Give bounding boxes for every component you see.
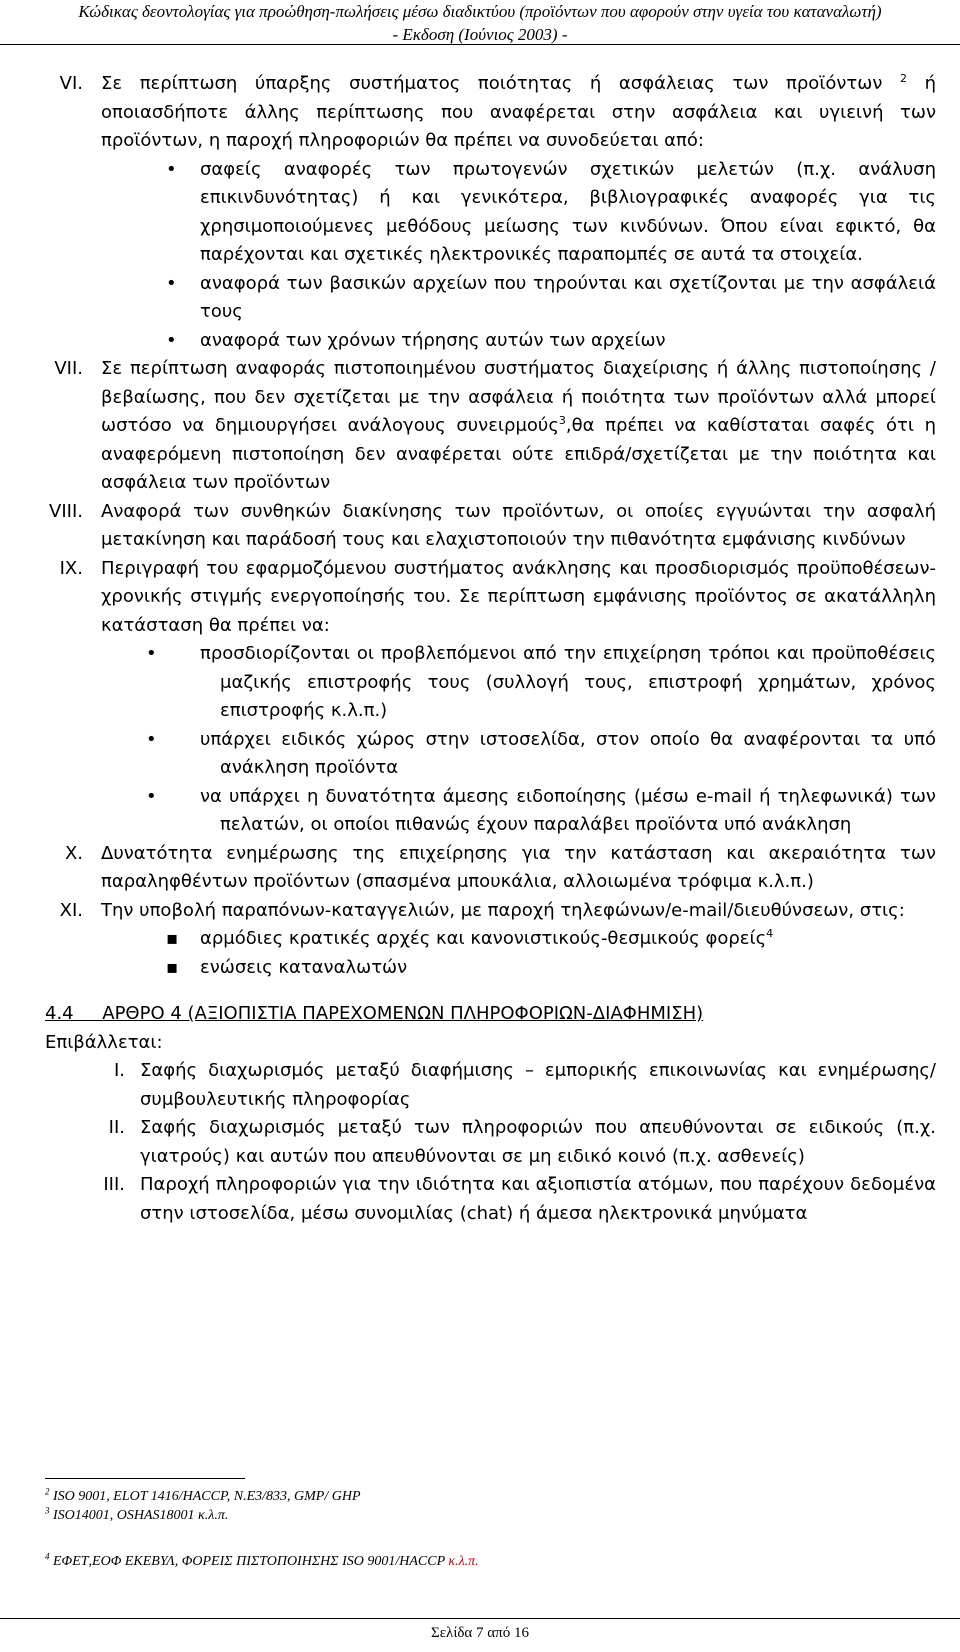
- header-edition: - Εκδοση (Ιούνιος 2003) -: [392, 25, 568, 44]
- bullet-text: ενώσεις καταναλωτών: [200, 956, 408, 978]
- bullet-text: αναφορά των βασικών αρχείων που τηρούνται και σχετίζονται με την ασφάλειά τους: [200, 272, 936, 322]
- list-item: [0, 156, 960, 270]
- item-number: X.: [64, 842, 83, 864]
- page-number: Σελίδα 7 από 16: [431, 1625, 529, 1641]
- bullet-text: να υπάρχει η δυνατότητα άμεσης ειδοποίησης (μέσω e-mail ή τηλεφωνικά) των πελατών, οι οποίοι πιθανώς έχουν παραλάβει προϊόντα υπό ανάκληση: [200, 785, 936, 835]
- bullet-text: προσδιορίζονται οι προβλεπόμενοι από την επιχείρηση τρόποι και προϋποθέσεις μαζικής επιστροφής τους (συλλογή τους, επιστροφή χρημάτων, χρόνος επιστροφής κ.λ.π.): [200, 643, 936, 721]
- section-lead: Επιβάλλεται:: [45, 1031, 163, 1053]
- section-title: ΑΡΘΡΟ 4 (ΑΞΙΟΠΙΣΤΙΑ ΠΑΡΕΧΟΜΕΝΩΝ ΠΛΗΡΟΦΟΡΙΩΝ-ΔΙΑΦΗΜΙΣΗ): [102, 1003, 704, 1024]
- bullet-icon: •: [166, 272, 177, 294]
- item-number: XI.: [59, 899, 83, 921]
- item-number: IX.: [59, 557, 83, 579]
- section-heading: [0, 1000, 960, 1029]
- item-text: Σαφής διαχωρισμός μεταξύ των πληροφοριών που απευθύνονται σε ειδικούς (π.χ. γιατρούς) και αυτών που απευθύνονται σε μη ειδικό κοινό (π.χ. ασθενείς): [140, 1117, 936, 1167]
- footnote-ref: 2: [899, 72, 907, 85]
- item-text: Δυνατότητα ενημέρωσης της επιχείρησης για την κατάσταση και ακεραιότητα των παραληφθέντων προϊόντων (σπασμένα μπουκάλια, αλλοιωμένα τρόφιμα κ.λ.π.): [101, 842, 936, 892]
- page-header: [0, 0, 960, 46]
- item-text: Αναφορά των συνθηκών διακίνησης των προϊόντων, οι οποίες εγγυώνται την ασφαλή μετακίνηση και παράδοσή τους και ελαχιστοποιούν την πιθανότητα εμφάνισης κινδύνων: [101, 500, 936, 550]
- footnote-divider: [45, 1478, 245, 1479]
- bullet-text: αρμόδιες κρατικές αρχές και κανονιστικούς-θεσμικούς φορείς: [200, 928, 767, 949]
- item-text: Παροχή πληροφοριών για την ιδιότητα και αξιοπιστία ατόμων, που παρέχουν δεδομένα στην ιστοσελίδα, μέσω συνομιλίας (chat) ή άμεσα ηλεκτρονικά μηνύματα: [140, 1174, 936, 1224]
- item-number: VI.: [59, 73, 83, 94]
- list-item: • υπάρχει ειδικός χώρος στην ιστοσελίδα, στον οποίο θα αναφέρονται τα υπό ανάκληση προϊόντα: [146, 728, 936, 778]
- footnote-text: ISO 9001, ELOT 1416/HACCP, N.E3/833, GMP/ GHP: [53, 1489, 361, 1504]
- item-text: ,θα πρέπει να καθίσταται σαφές ότι η αναφερόμενη πιστοποίηση δεν αναφέρεται ούτε επιδρά/σχετίζεται με την ποιότητα και ασφάλεια των προϊόντων: [101, 415, 936, 493]
- bullet-text: αναφορά των χρόνων τήρησης αυτών των αρχείων: [200, 329, 666, 351]
- item-x: [0, 840, 960, 897]
- footnote-mark: 3: [45, 1505, 50, 1516]
- item-text: Περιγραφή του εφαρμοζόμενου συστήματος ανάκλησης και προσδιορισμός προϋποθέσεων-χρονικής στιγμής ενεργοποίησής του. Σε περίπτωση εμφάνισης προϊόντος σε ακατάλληλη κατάσταση θα πρέπει να:: [101, 557, 936, 636]
- header-divider: [0, 44, 960, 45]
- footnote-3: [45, 1507, 228, 1525]
- footnote-text: ISO14001, OSHAS18001 κ.λ.π.: [53, 1508, 229, 1523]
- item-text: Σε περίπτωση ύπαρξης συστήματος ποιότητας ή ασφάλειας των προϊόντων: [101, 73, 883, 94]
- square-bullet-icon: ▪: [166, 928, 179, 949]
- item-text: Σαφής διαχωρισμός μεταξύ διαφήμισης – εμπορικής επικοινωνίας και ενημέρωσης/συμβουλευτικής πληροφορίας: [140, 1060, 936, 1110]
- footer-divider: [0, 1618, 960, 1619]
- section-item: [0, 1057, 960, 1114]
- item-number: III.: [103, 1174, 125, 1195]
- item-number: I.: [113, 1060, 125, 1081]
- list-item: • προσδιορίζονται οι προβλεπόμενοι από την επιχείρηση τρόποι και προϋποθέσεις μαζικής επιστροφής τους (συλλογή τους, επιστροφή χρημάτων, χρόνος επιστροφής κ.λ.π.): [146, 643, 936, 721]
- bullet-text: υπάρχει ειδικός χώρος στην ιστοσελίδα, στον οποίο θα αναφέρονται τα υπό ανάκληση προϊόντα: [200, 728, 936, 778]
- section-item: [0, 1171, 960, 1228]
- header-title: Κώδικας δεοντολογίας για προώθηση-πωλήσεις μέσω διαδικτύου (προϊόντων που αφορούν στην υγεία του καταναλωτή): [78, 2, 882, 21]
- bullet-icon: •: [166, 329, 177, 351]
- footnote-mark: 2: [45, 1486, 50, 1497]
- footnote-2: [45, 1488, 361, 1506]
- section-item: [0, 1114, 960, 1171]
- item-text: Την υποβολή παραπόνων-καταγγελιών, με παροχή τηλεφώνων/e-mail/διευθύνσεων, στις:: [101, 899, 905, 921]
- item-text: Σε περίπτωση αναφοράς πιστοποιημένου συστήματος διαχείρισης ή άλλης πιστοποίησης /βεβαίωσης, που δεν σχετίζεται με την ασφάλεια ή ποιότητα των προϊόντων αλλά μπορεί ωστόσο να δημιουργήσει ανάλογους συνειρμούς: [101, 358, 936, 436]
- footnote-4: [45, 1553, 479, 1571]
- footnote-red-text: κ.λ.π.: [448, 1554, 479, 1569]
- item-vi: [0, 70, 960, 156]
- list-item: [0, 925, 960, 954]
- item-viii: [0, 498, 960, 555]
- item-number: II.: [108, 1117, 125, 1138]
- item-xi: [0, 897, 960, 926]
- footnote-mark: 4: [45, 1551, 50, 1562]
- list-item: • να υπάρχει η δυνατότητα άμεσης ειδοποίησης (μέσω e-mail ή τηλεφωνικά) των πελατών, οι οποίοι πιθανώς έχουν παραλάβει προϊόντα υπό ανάκληση: [146, 785, 936, 835]
- list-item: [0, 954, 960, 983]
- item-ix: [0, 555, 960, 641]
- footnote-ref: 4: [766, 927, 774, 940]
- list-item: [0, 270, 960, 327]
- section-number: 4.4: [45, 1003, 74, 1024]
- item-number: VIII.: [49, 500, 83, 522]
- square-bullet-icon: ▪: [166, 956, 179, 978]
- list-item: [0, 327, 960, 356]
- item-vii: [0, 355, 960, 498]
- footnote-text: ΕΦΕΤ,ΕΟΦ ΕΚΕΒΥΛ, ΦΟΡΕΙΣ ΠΙΣΤΟΠΟΙΗΣΗΣ ISO 9001/HACCP: [53, 1554, 449, 1569]
- bullet-text: σαφείς αναφορές των πρωτογενών σχετικών μελετών (π.χ. ανάλυση επικινδυνότητας) ή και γενικότερα, βιβλιογραφικές αναφορές για τις χρησιμοποιούμενες μεθόδους μείωσης των κινδύνων. Όπου είναι εφικτό, θα παρέχονται και σχετικές ηλεκτρονικές παραπομπές σε αυτά τα στοιχεία.: [200, 158, 936, 265]
- document-body: [0, 70, 960, 1228]
- footnote-ref: 3: [558, 414, 566, 427]
- bullet-icon: •: [166, 158, 177, 180]
- item-number: VII.: [54, 358, 83, 379]
- item-text: ή οποιασδήποτε άλλης περίπτωσης που αναφέρεται στην ασφάλεια και υγιεινή των προϊόντων, η παροχή πληροφοριών θα πρέπει να συνοδεύεται από:: [101, 73, 936, 151]
